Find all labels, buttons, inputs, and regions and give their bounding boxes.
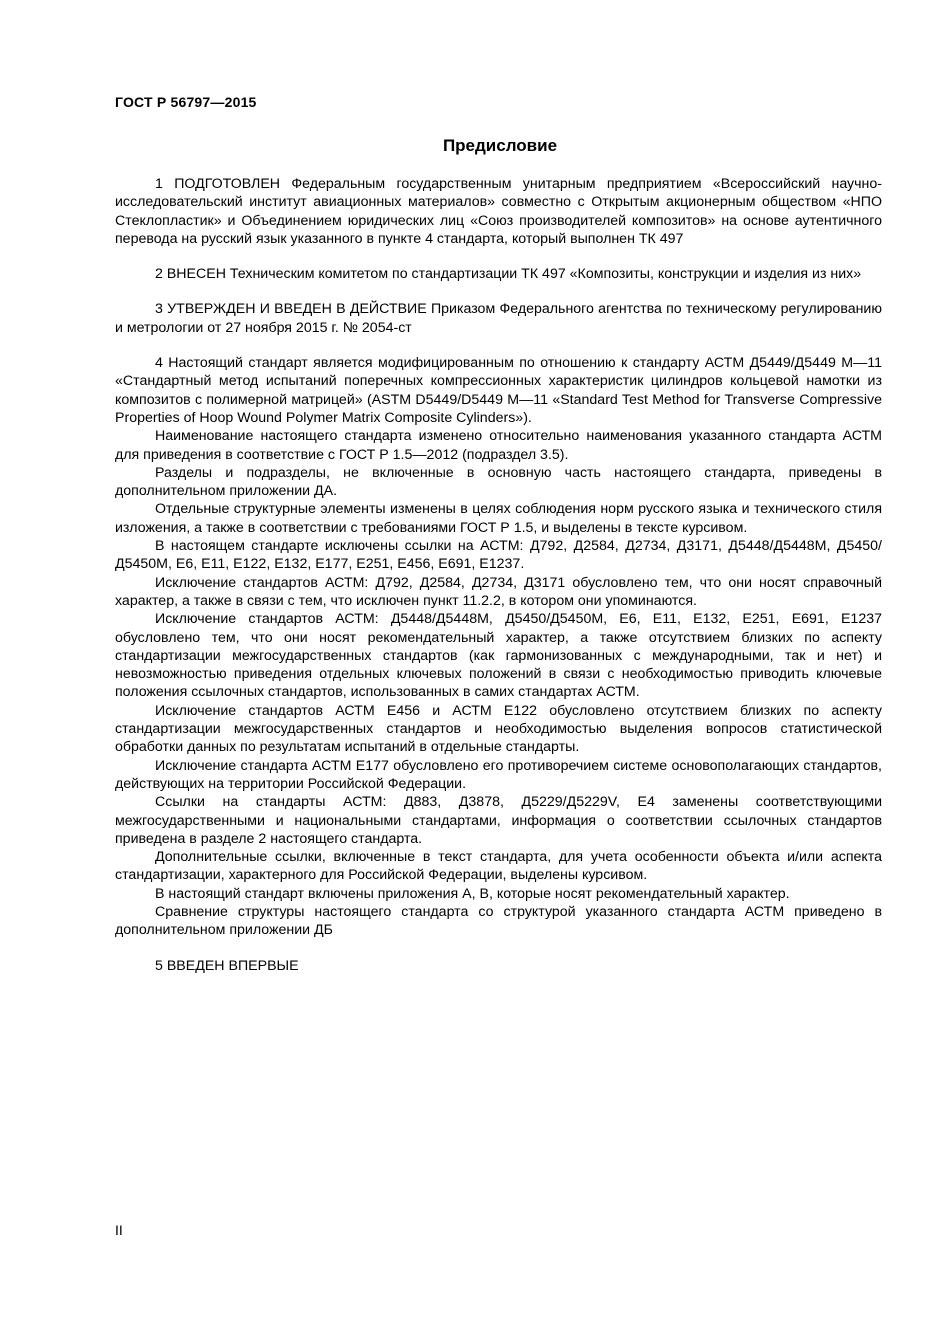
preface-item-2-text: 2 ВНЕСЕН Техническим комитетом по стандартизации ТК 497 «Композиты, конструкции и изделия из них» — [155, 266, 862, 283]
preface-item-4-text: 4 Настоящий стандарт является модифицированным по отношению к стандарту АСТМ Д5449/Д5449 М—11 «Стандартный метод испытаний поперечных компрессионных характеристик цилиндров кольцевой намотки из композитов с полимерной матрицей» (ASTM D5449/D5449 M—11 «Standard Test Method for Transverse Compressive Properties of Hoop Wound Polymer Matrix Composite Cylinders»). — [115, 355, 882, 426]
preface-item-4-paragraph: Ссылки на стандарты АСТМ: Д883, Д3878, Д5229/Д5229V, Е4 заменены соответствующими межгосударственными и национальными стандартами, информация о соответствии ссылочных стандартов приведена в разделе 2 настоящего стандарта. — [115, 794, 882, 847]
preface-item-1 — [115, 175, 882, 248]
preface-item-4-paragraph: Исключение стандартов АСТМ: Д792, Д2584, Д2734, Д3171 обусловлено тем, что они носят справочный характер, а также в связи с тем, что исключен пункт 11.2.2, в котором они упоминаются. — [115, 574, 882, 609]
page-title: Предисловие — [442, 136, 558, 155]
preface-item-1-text: 1 ПОДГОТОВЛЕН Федеральным государственным унитарным предприятием «Всероссийский научно-исследовательский институт авиационных материалов» совместно с Открытым акционерным обществом «НПО Стеклопластик» и Объединением юридических лиц «Союз производителей композитов» на основе аутентичного перевода на русский язык указанного в пункте 4 стандарта, который выполнен ТК 497 — [115, 176, 882, 247]
preface-item-5-text: 5 ВВЕДЕН ВПЕРВЫЕ — [155, 957, 299, 974]
preface-item-4 — [115, 354, 882, 940]
preface-item-4-paragraph: Исключение стандартов АСТМ: Д5448/Д5448М, Д5450/Д5450М, Е6, Е11, Е132, Е251, Е691, Е1237 обусловлено тем, что они носят рекомендательный характер, а также отсутствием близких по аспекту стандартизации межгосударственных стандартов (как гармонизованных с международными, так и нет) и невозможностью приведения отдельных ключевых положений в связи с необходимостью приводить ключевые положения ссылочных стандартов, использованных в самих стандартах АСТМ. — [115, 611, 882, 701]
preface-item-3 — [115, 300, 882, 337]
preface-item-4-paragraph: В настоящем стандарте исключены ссылки на АСТМ: Д792, Д2584, Д2734, Д3171, Д5448/Д5448М, Д5450/Д5450М, Е6, Е11, Е122, Е132, Е177, Е251, Е456, Е691, Е1237. — [115, 538, 882, 573]
preface-item-5 — [115, 957, 882, 975]
preface-item-4-paragraph: Исключение стандартов АСТМ Е456 и АСТМ Е122 обусловлено отсутствием близких по аспекту стандартизации межгосударственных стандартов и необходимостью выделения вопросов статистической обработки данных по результатам испытаний в отдельные стандарты. — [115, 702, 882, 756]
preface-item-2 — [115, 265, 882, 283]
preface-item-4-paragraph: Наименование настоящего стандарта изменено относительно наименования указанного стандарта АСТМ для приведения в соответствие с ГОСТ Р 1.5—2012 (подраздел 3.5). — [115, 428, 882, 463]
page-number: II — [115, 1222, 123, 1238]
preface-item-4-paragraph: Исключение стандарта АСТМ Е177 обусловлено его противоречием системе основополагающих стандартов, действующих на территории Российской Федерации. — [115, 757, 882, 792]
preface-item-4-paragraph: Разделы и подразделы, не включенные в основную часть настоящего стандарта, приведены в дополнительном приложении ДА. — [115, 464, 882, 500]
preface-item-3-text: 3 УТВЕРЖДЕН И ВВЕДЕН В ДЕЙСТВИЕ Приказом Федерального агентства по техническому регулированию и метрологии от 27 ноября 2015 г. № 2054-ст — [115, 301, 882, 336]
preface-item-4-paragraph: Дополнительные ссылки, включенные в текст стандарта, для учета особенности объекта и/или аспекта стандартизации, характерного для Российской Федерации, выделены курсивом. — [115, 849, 882, 884]
preface-item-4-paragraph: В настоящий стандарт включены приложения А, В, которые носят рекомендательный характер. — [155, 885, 790, 902]
preface-item-4-paragraph: Отдельные структурные элементы изменены в целях соблюдения норм русского языка и технического стиля изложения, а также в соответствии с требованиями ГОСТ Р 1.5, и выделены в тексте курсивом. — [115, 501, 882, 536]
document-code-header: ГОСТ Р 56797—2015 — [115, 94, 257, 110]
preface-body — [115, 175, 882, 992]
preface-item-4-paragraph: Сравнение структуры настоящего стандарта со структурой указанного стандарта АСТМ приведено в дополнительном приложении ДБ — [115, 903, 882, 939]
